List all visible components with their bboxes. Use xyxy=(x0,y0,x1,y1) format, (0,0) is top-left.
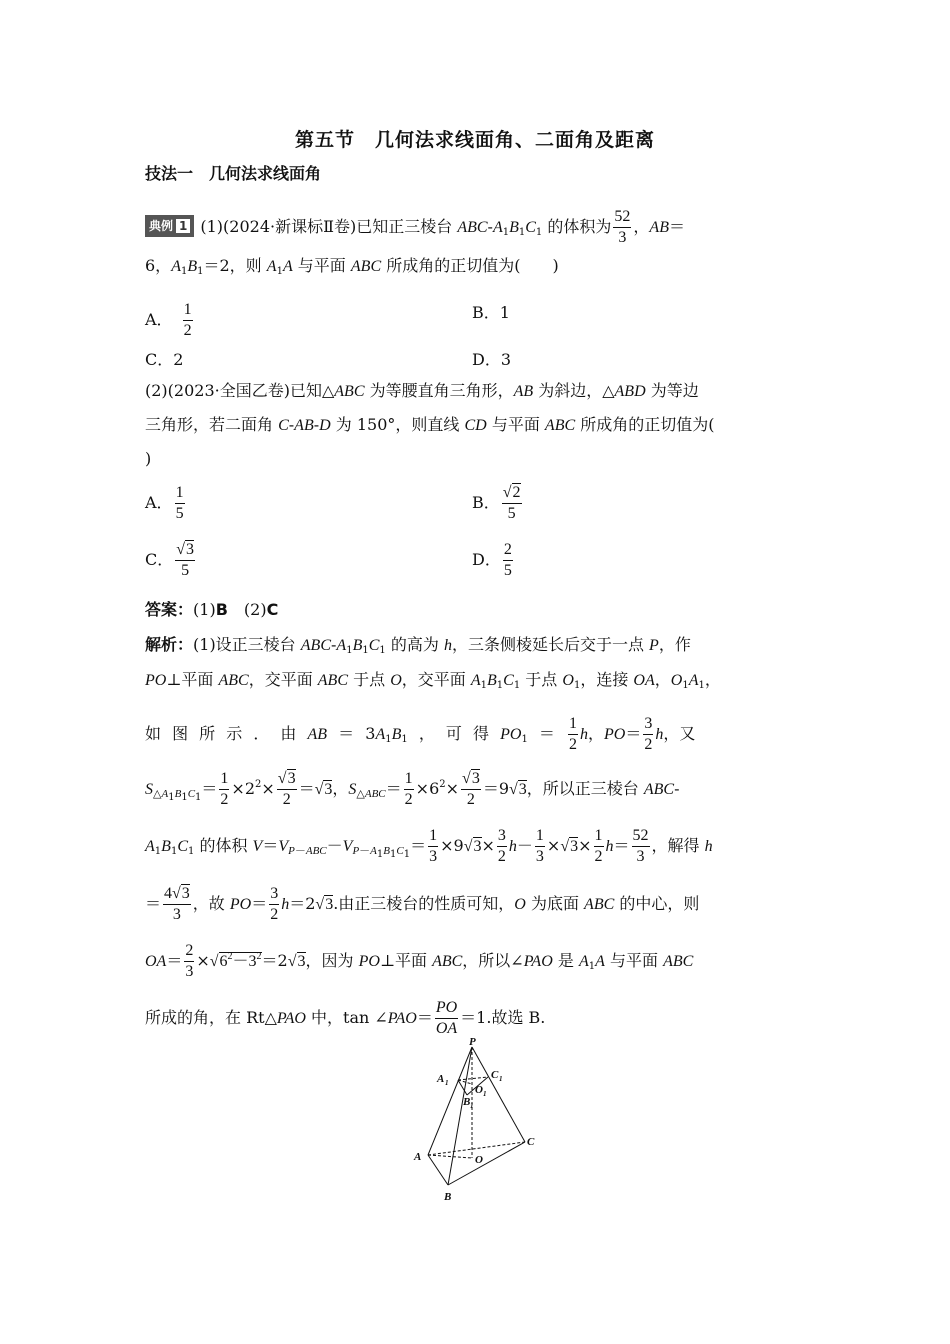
q2-option-d: D． $\frac{2}{5}$ xyxy=(472,541,512,579)
answer-line: 答案：(1)B (2)C xyxy=(145,600,279,619)
question-2-line-3: ) xyxy=(145,449,152,468)
label-a: A xyxy=(414,1151,422,1163)
question-2-line-2: 三角形，若二面角 C-AB-D 为 150°，则直线 CD 与平面 ABC 所成角的正切值为( xyxy=(145,415,715,434)
q1-option-d: D．3 xyxy=(472,350,512,369)
label-c1: C xyxy=(491,1069,499,1081)
solution-line-7: OA＝ $\frac{2}{3}$ $\times√6^2-3^2=2√3$，因为 PO⊥平面 ABC，所以∠PAO 是 $A_1A$ 与平面 ABC xyxy=(145,942,694,980)
q1-option-c: C．2 xyxy=(145,350,184,369)
q2-option-c: C． $\frac{√3}{5}$ xyxy=(145,541,195,579)
example-badge: 典例 1 xyxy=(145,215,194,237)
q2-option-b: B． $\frac{√2}{5}$ xyxy=(472,484,521,522)
solution-line-2: PO⊥平面 ABC，交平面 ABC 于点 O，交平面 $A_1B_1C_1$ 于点 $O_1$，连接 OA，$O_1A_1$， xyxy=(145,670,721,691)
label-b: B xyxy=(444,1191,452,1203)
label-a1: A xyxy=(437,1073,445,1085)
edge-pb xyxy=(448,1047,472,1185)
edge-ab xyxy=(428,1155,448,1185)
q2-option-a: A． $\frac{1}{5}$ xyxy=(145,484,184,522)
svg-text:1: 1 xyxy=(445,1079,449,1087)
label-b1: B xyxy=(463,1096,471,1108)
label-c: C xyxy=(527,1136,535,1148)
edge-bc xyxy=(448,1142,525,1185)
solution-line-6: ＝ $\frac{4√3}{3}$ ，故 PO＝ $\frac{3}{2}$ h＝2√3.由正三棱台的性质可知，O 为底面 ABC 的中心，则 xyxy=(145,885,700,923)
segment-oa xyxy=(428,1155,472,1158)
solution-line-1: 解析：(1)设正三棱台 ABC-$A_1B_1C_1$ 的高为 h，三条侧棱延长后交于一点 P，作 xyxy=(145,635,691,656)
label-p: P xyxy=(469,1036,476,1048)
section-heading: 技法一 几何法求线面角 xyxy=(145,164,322,183)
solution-line-3: 如 图 所 示 ． 由 AB ＝ $3A_1B_1$ ， 可 得 $PO_1$ ＝ $\frac{1}{2}$ h，PO＝ $\frac{3}{2}$ h，又 xyxy=(145,715,696,753)
edge-a1c1 xyxy=(458,1077,488,1080)
solution-line-8: 所成的角，在 Rt△PAO 中，tan ∠PAO＝ $\frac{PO}{OA}$ ＝1.故选 B. xyxy=(145,999,546,1037)
solution-line-4: $S_{\triangle A_1B_1C_1}=$ $\frac{1}{2}$ $\times 2^2\times$ $\frac{√3}{2}$ ＝√3，$S_{\triangle ABC}=$ $\frac{1}{2}$ $\times 6^2\times$ $\frac{√3}{2}$ ＝9√3，所以正三棱台 ABC- xyxy=(145,770,680,808)
svg-text:1: 1 xyxy=(470,1102,474,1110)
question-2-line-1: (2)(2023·全国乙卷)已知△ABC 为等腰直角三角形，AB 为斜边，△ABD 为等边 xyxy=(145,381,699,400)
svg-text:1: 1 xyxy=(483,1090,487,1098)
q1-option-b: B．1 xyxy=(472,303,510,322)
pyramid-diagram xyxy=(400,1035,560,1210)
q1-option-a: A． $\frac{1}{2}$ xyxy=(145,301,192,339)
svg-text:1: 1 xyxy=(499,1075,503,1083)
page-title: 第五节 几何法求线面角、二面角及距离 xyxy=(294,129,655,151)
question-1-line-2: 6，$A_1B_1=2$，则 $A_1A$ 与平面 ABC 所成角的正切值为( ) xyxy=(145,256,559,277)
volume-fraction: $\frac{52}{3}$ xyxy=(614,208,631,246)
label-o: O xyxy=(475,1154,483,1166)
solution-line-5: $A_1B_1C_1$ 的体积 $V=V_{P-ABC}-V_{P-A_1B_1C_1}=$ $\frac{1}{3}$ ×9√3× $\frac{3}{2}$ h－ $\frac{1}{3}$ ×√3× $\frac{1}{2}$ h＝ $\frac{52}{3}$ ，解得 h xyxy=(145,827,713,865)
label-o1: O xyxy=(475,1084,483,1096)
question-1-line-1: 典例 1 (1)(2024·新课标Ⅱ卷)已知正三棱台 ABC-$A_1B_1C_1$ 的体积为 $\frac{52}{3}$ ，AB＝ xyxy=(145,207,807,248)
